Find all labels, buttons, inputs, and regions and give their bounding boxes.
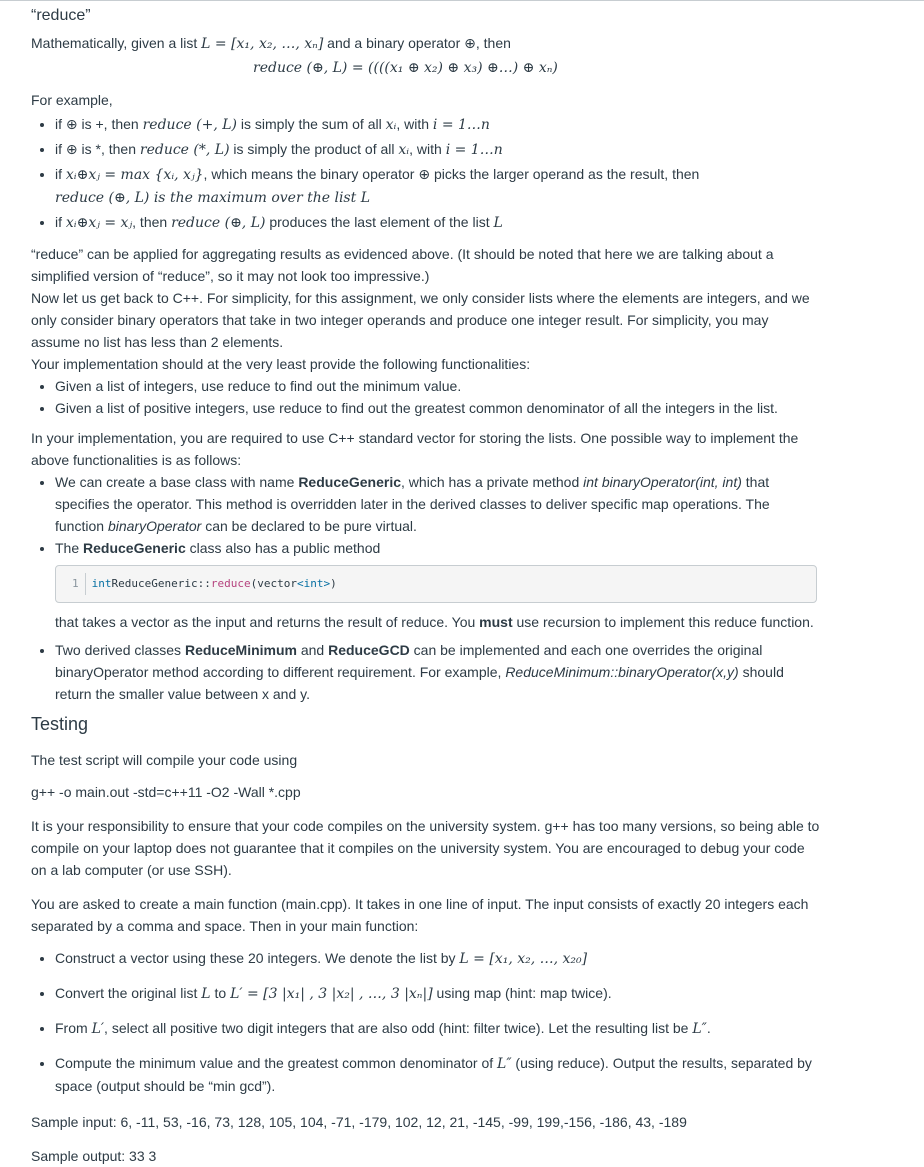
code-close: ) [330, 577, 337, 590]
paragraph-cpp: Now let us get back to C++. For simplicity, for this assignment, we only consider lists where the elements are integers, and we only consider binary operators that take in two integer operands and produce one integer result. For simplicity, you may assume no list has less than 2 elements. [31, 290, 810, 350]
paragraph-implementation: In your implementation, you are required to use C++ standard vector for storing the lists. One possible way to implement the above functionalities is as follows: [31, 430, 799, 468]
testing-heading: Testing [31, 714, 89, 734]
intro-text-2: and a binary operator ⊕, then [323, 35, 511, 51]
page-title: “reduce” [31, 7, 91, 24]
implementation-list [31, 471, 821, 705]
list-item: • Two derived classes ReduceMinimum and ReduceGCD can be implemented and each one overrides the original binaryOperator method according to different requirement. For example, ReduceMinimum::binaryOperator(x,y) should return the smaller value between x and y. [55, 639, 821, 705]
steps-list [31, 941, 821, 1103]
code-block [55, 565, 817, 603]
examples-heading: For example, [31, 92, 113, 108]
example-item: • if xᵢ⊕xⱼ = max {xᵢ, xⱼ}, which means the binary operator ⊕ picks the larger operand as the result, then reduce (⊕, L) is the maximum over the list L [55, 162, 821, 210]
intro-line [31, 32, 821, 55]
step-item: • Construct a vector using these 20 integers. We denote the list by L = [x₁, x₂, …, x₂₀] [55, 941, 821, 976]
example-item: • if ⊕ is +, then reduce (+, L) is simply the sum of all xᵢ, with i = 1…n [55, 112, 821, 137]
responsibility-paragraph: It is your responsibility to ensure that your code compiles on the university system. g++ has too many versions, so being able to compile on your laptop does not guarantee that it compiles on the university system. You are encouraged to debug your code on a lab computer (or use SSH). [31, 818, 820, 878]
list-item: • Given a list of integers, use reduce to find out the minimum value. [55, 375, 821, 397]
sample-input: Sample input: 6, -11, 53, -16, 73, 128, 105, 104, -71, -179, 102, 12, 21, -145, -99, 199,-156, -186, 43, -189 [31, 1114, 687, 1130]
list-item: • We can create a base class with name ReduceGeneric, which has a private method int binaryOperator(int, int) that specifies the operator. This method is overridden later in the derived classes to deliver specific map operations. The function binaryOperator can be declared to be pure virtual. [55, 471, 821, 537]
list-item: • Given a list of positive integers, use reduce to find out the greatest common denominator of all the integers in the list. [55, 397, 821, 419]
step-item: • Convert the original list L to L′ = [3 |x₁| , 3 |x₂| , …, 3 |xₙ|] using map (hint: map twice). [55, 976, 821, 1011]
code-class: ReduceGeneric:: [111, 577, 211, 590]
list-item: • The ReduceGeneric class also has a public method 1 int ReduceGeneric:: reduce (vector <int> ) that takes a vector as the input and returns the result of reduce. You must use recursion to implement this reduce function. [55, 537, 821, 633]
functionalities-list [31, 375, 821, 419]
sample-output: Sample output: 33 3 [31, 1148, 157, 1164]
top-divider [0, 0, 924, 1]
example-item: • if xᵢ⊕xⱼ = xⱼ, then reduce (⊕, L) produces the last element of the list L [55, 210, 821, 235]
code-keyword: int [91, 577, 112, 590]
code-type: <int> [296, 577, 331, 590]
code-args: (vector [250, 577, 297, 590]
assignment-page [31, 4, 821, 1167]
list-definition-math: L = [x₁, x₂, …, xₙ] [201, 36, 324, 52]
paragraph-aggregating: “reduce” can be applied for aggregating results as evidenced above. (It should be noted that here we are talking about a simplified version of “reduce”, so it may not look too impressive.) [31, 246, 774, 284]
paragraph-functionalities: Your implementation should at the very least provide the following functionalities: [31, 356, 531, 372]
intro-text: Mathematically, given a list [31, 35, 202, 51]
compile-intro: The test script will compile your code using [31, 752, 298, 768]
example-item: • if ⊕ is *, then reduce (*, L) is simply the product of all xᵢ, with i = 1…n [55, 137, 821, 162]
step-item: • From L′, select all positive two digit integers that are also odd (hint: filter twice). Let the resulting list be L″. [55, 1011, 821, 1046]
compile-command: g++ -o main.out -std=c++11 -O2 -Wall *.cpp [31, 784, 301, 800]
code-function: reduce [210, 577, 251, 590]
step-item: • Compute the minimum value and the greatest common denominator of L″ (using reduce). Output the results, separated by space (output should be “min gcd”). [55, 1046, 821, 1103]
main-intro-paragraph: You are asked to create a main function (main.cpp). It takes in one line of input. The input consists of exactly 20 integers each separated by a comma and space. Then in your main function: [31, 896, 809, 934]
examples-list [31, 112, 821, 235]
reduce-formula: reduce (⊕, L) = ((((x₁ ⊕ x₂) ⊕ x₃) ⊕…) ⊕ xₙ) [253, 60, 558, 76]
code-line-number: 1 [72, 573, 86, 595]
